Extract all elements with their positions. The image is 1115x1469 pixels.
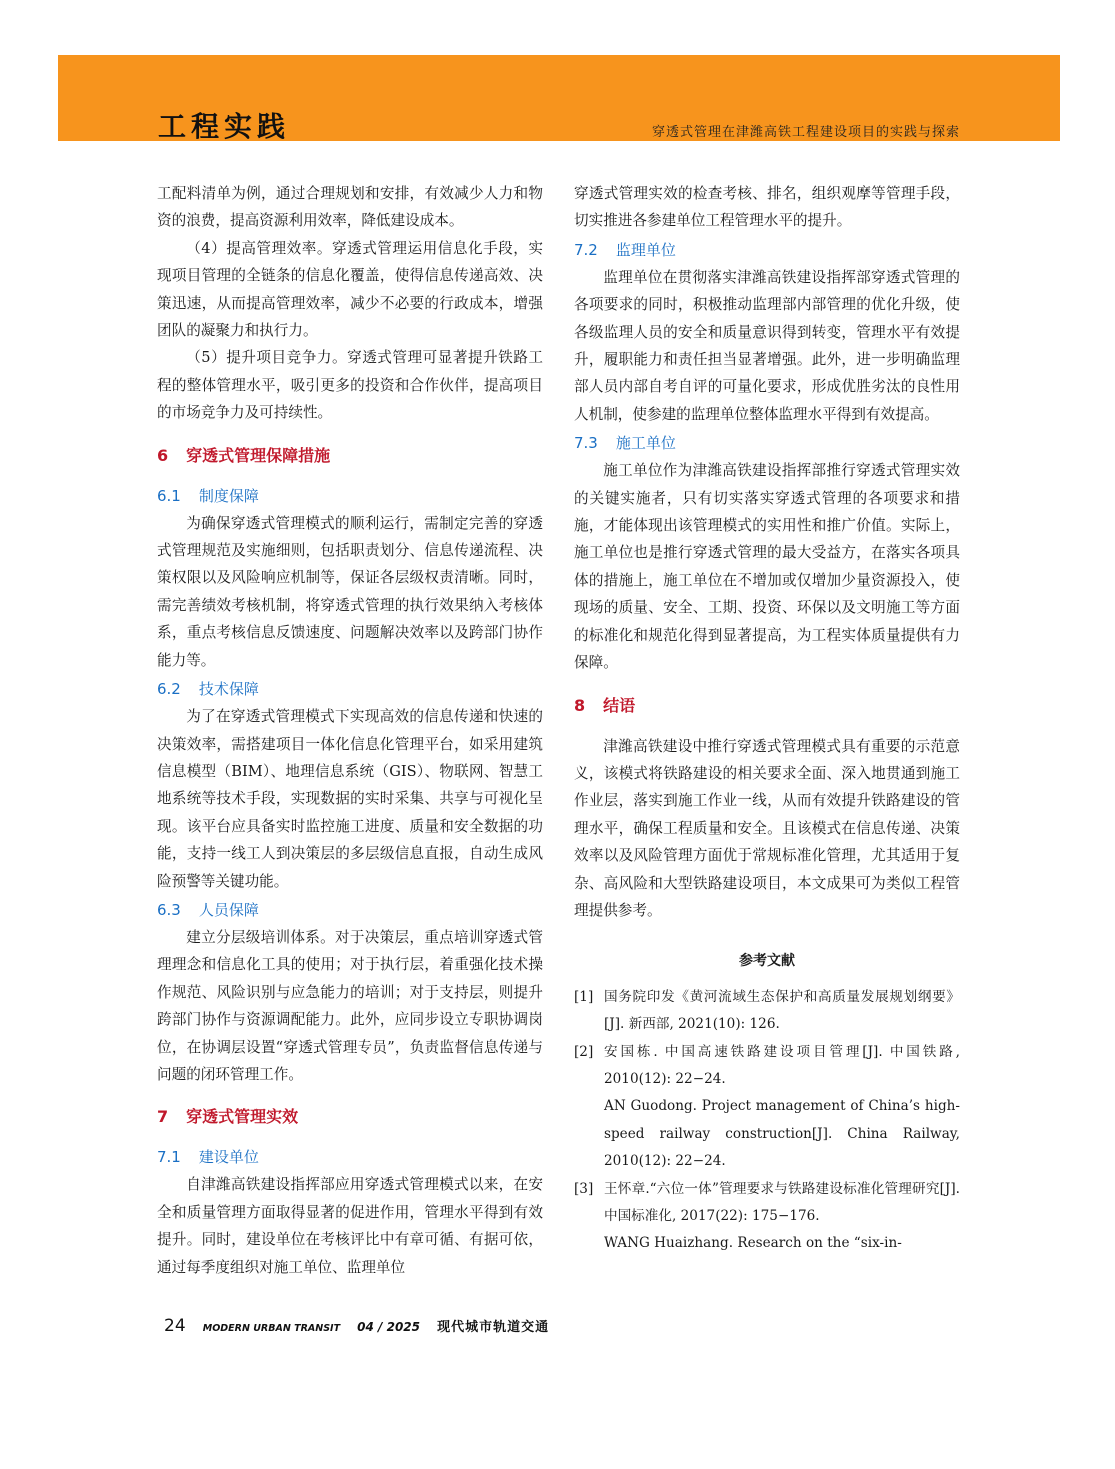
paragraph: 津潍高铁建设中推行穿透式管理模式具有重要的示范意义，该模式将铁路建设的相关要求全面、深入地贯通到施工作业层，落实到施工作业一线，从而有效提升铁路建设的管理水平，确保工程质量和安全。且该模式在信息传递、决策效率以及风险管理方面优于常规标准化管理，尤其适用于复杂、高风险和大型铁路建设项目，本文成果可为类似工程管理提供参考。 — [574, 737, 960, 919]
section-heading-8 — [574, 693, 960, 719]
page-footer — [164, 1316, 549, 1336]
header-banner — [58, 55, 1060, 141]
section-title-text: 结语 — [603, 695, 636, 715]
subsection-heading-6-3 — [157, 897, 543, 924]
subsection-number: 7.2 — [574, 240, 598, 259]
reference-text: 国务院印发《黄河流域生态保护和高质量发展规划纲要》[J]. 新西部, 2021(10): 126. — [604, 988, 960, 1033]
reference-item — [574, 984, 960, 1039]
subsection-number: 6.3 — [157, 900, 181, 919]
left-column — [157, 180, 543, 1281]
reference-text: 安国栋. 中国高速铁路建设项目管理[J]. 中国铁路, 2010(12): 22−24. — [604, 1043, 960, 1087]
paragraph: 监理单位在贯彻落实津潍高铁建设指挥部穿透式管理的各项要求的同时，积极推动监理部内部管理的优化升级，使各级监理人员的安全和质量意识得到转变，管理水平有效提升，履职能力和责任担当显著增强。此外，进一步明确监理部人员内部自考自评的可量化要求，形成优胜劣汰的良性用人机制，使参建的监理单位整体监理水平得到有效提高。 — [574, 268, 960, 423]
reference-item — [574, 1176, 960, 1258]
subsection-heading-7-3 — [574, 430, 960, 457]
subsection-heading-7-2 — [574, 237, 960, 264]
section-title-text: 穿透式管理实效 — [186, 1107, 299, 1127]
section-number: 7 — [157, 1107, 169, 1127]
subsection-number: 7.1 — [157, 1148, 181, 1167]
reference-index: [3] — [574, 1180, 594, 1197]
subsection-heading-6-2 — [157, 676, 543, 703]
subsection-number: 6.2 — [157, 680, 181, 699]
paragraph: 自津潍高铁建设指挥部应用穿透式管理模式以来，在安全和质量管理方面取得显著的促进作用，管理水平得到有效提升。同时，建设单位在考核评比中有章可循、有据可依，通过每季度组织对施工单位、监理单位 — [157, 1176, 543, 1276]
subsection-heading-6-1 — [157, 483, 543, 510]
paragraph: 建立分层级培训体系。对于决策层，重点培训穿透式管理理念和信息化工具的使用；对于执行层，着重强化技术操作规范、风险识别与应急能力的培训；对于支持层，则提升跨部门协作与资源调配能力。此外，应同步设立专职协调岗位，在协调层设置“穿透式管理专员”，负责监督信息传递与问题的闭环管理工作。 — [157, 928, 543, 1083]
section-title-text: 穿透式管理保障措施 — [186, 445, 331, 465]
paragraph: （5）提升项目竞争力。穿透式管理可显著提升铁路工程的整体管理水平，吸引更多的投资和合作伙伴，提高项目的市场竞争力及可持续性。 — [157, 349, 543, 422]
journal-name-english: MODERN URBAN TRANSIT — [202, 1323, 341, 1334]
page-number: 24 — [164, 1316, 186, 1336]
paragraph: 为了在穿透式管理模式下实现高效的信息传递和快速的决策效率，需搭建项目一体化信息化管理平台，如采用建筑信息模型（BIM）、地理信息系统（GIS）、物联网、智慧工地系统等技术手段，实现数据的实时采集、共享与可视化呈现。该平台应具备实时监控施工进度、质量和安全数据的功能，支持一线工人到决策层的多层级信息直报，自动生成风险预警等关键功能。 — [157, 708, 543, 890]
subsection-title-text: 制度保障 — [198, 486, 259, 505]
reference-index: [2] — [574, 1043, 594, 1060]
subsection-title-text: 建设单位 — [198, 1148, 259, 1167]
subsection-number: 6.1 — [157, 486, 181, 505]
section-title: 工程实践 — [158, 110, 291, 143]
subsection-heading-7-1 — [157, 1144, 543, 1171]
reference-text: 王怀章.“六位一体”管理要求与铁路建设标准化管理研究[J]. 中国标准化, 2017(22): 175−176. — [604, 1180, 960, 1224]
subsection-title-text: 施工单位 — [615, 434, 676, 453]
reference-index: [1] — [574, 988, 594, 1005]
reference-english: WANG Huaizhang. Research on the “six-in- — [604, 1235, 902, 1252]
subsection-title-text: 人员保障 — [198, 900, 259, 919]
section-number: 6 — [157, 445, 169, 465]
reference-item — [574, 1039, 960, 1176]
right-column — [574, 180, 960, 1258]
paragraph: 施工单位作为津潍高铁建设指挥部推行穿透式管理实效的关键实施者，只有切实落实穿透式管理的各项要求和措施，才能体现出该管理模式的实用性和推广价值。实际上，施工单位也是推行穿透式管理的最大受益方，在落实各项具体的措施上，施工单位在不增加或仅增加少量资源投入，使现场的质量、安全、工期、投资、环保以及文明施工等方面的标准化和规范化得到显著提高，为工程实体质量提供有力保障。 — [574, 462, 960, 672]
subsection-title-text: 技术保障 — [198, 680, 259, 699]
running-article-title: 穿透式管理在津潍高铁工程建设项目的实践与探索 — [651, 125, 960, 140]
subsection-title-text: 监理单位 — [615, 240, 676, 259]
paragraph: 为确保穿透式管理模式的顺利运行，需制定完善的穿透式管理规范及实施细则，包括职责划分、信息传递流程、决策权限以及风险响应机制等，保证各层级权责清晰。同时，需完善绩效考核机制，将穿透式管理的执行效果纳入考核体系，重点考核信息反馈速度、问题解决效率以及跨部门协作能力等。 — [157, 514, 543, 669]
paragraph: 工配料清单为例，通过合理规划和安排，有效减少人力和物资的浪费，提高资源利用效率，降低建设成本。 — [157, 185, 543, 230]
paragraph: 穿透式管理实效的检查考核、排名，组织观摩等管理手段，切实推进各参建单位工程管理水平的提升。 — [574, 185, 960, 230]
reference-english: AN Guodong. Project management of China’s high-speed railway construction[J]. China Railway, 2010(12): 22−24. — [604, 1098, 960, 1170]
subsection-number: 7.3 — [574, 434, 598, 453]
issue-number: 04 / 2025 — [357, 1320, 420, 1334]
references-heading: 参考文献 — [739, 953, 795, 970]
section-number: 8 — [574, 695, 586, 715]
journal-name-chinese: 现代城市轨道交通 — [437, 1320, 550, 1335]
section-heading-7 — [157, 1104, 543, 1130]
section-heading-6 — [157, 443, 543, 469]
paragraph: （4）提高管理效率。穿透式管理运用信息化手段，实现项目管理的全链条的信息化覆盖，使得信息传递高效、决策迅速，从而提高管理效率，减少不必要的行政成本，增强团队的凝聚力和执行力。 — [157, 239, 543, 340]
